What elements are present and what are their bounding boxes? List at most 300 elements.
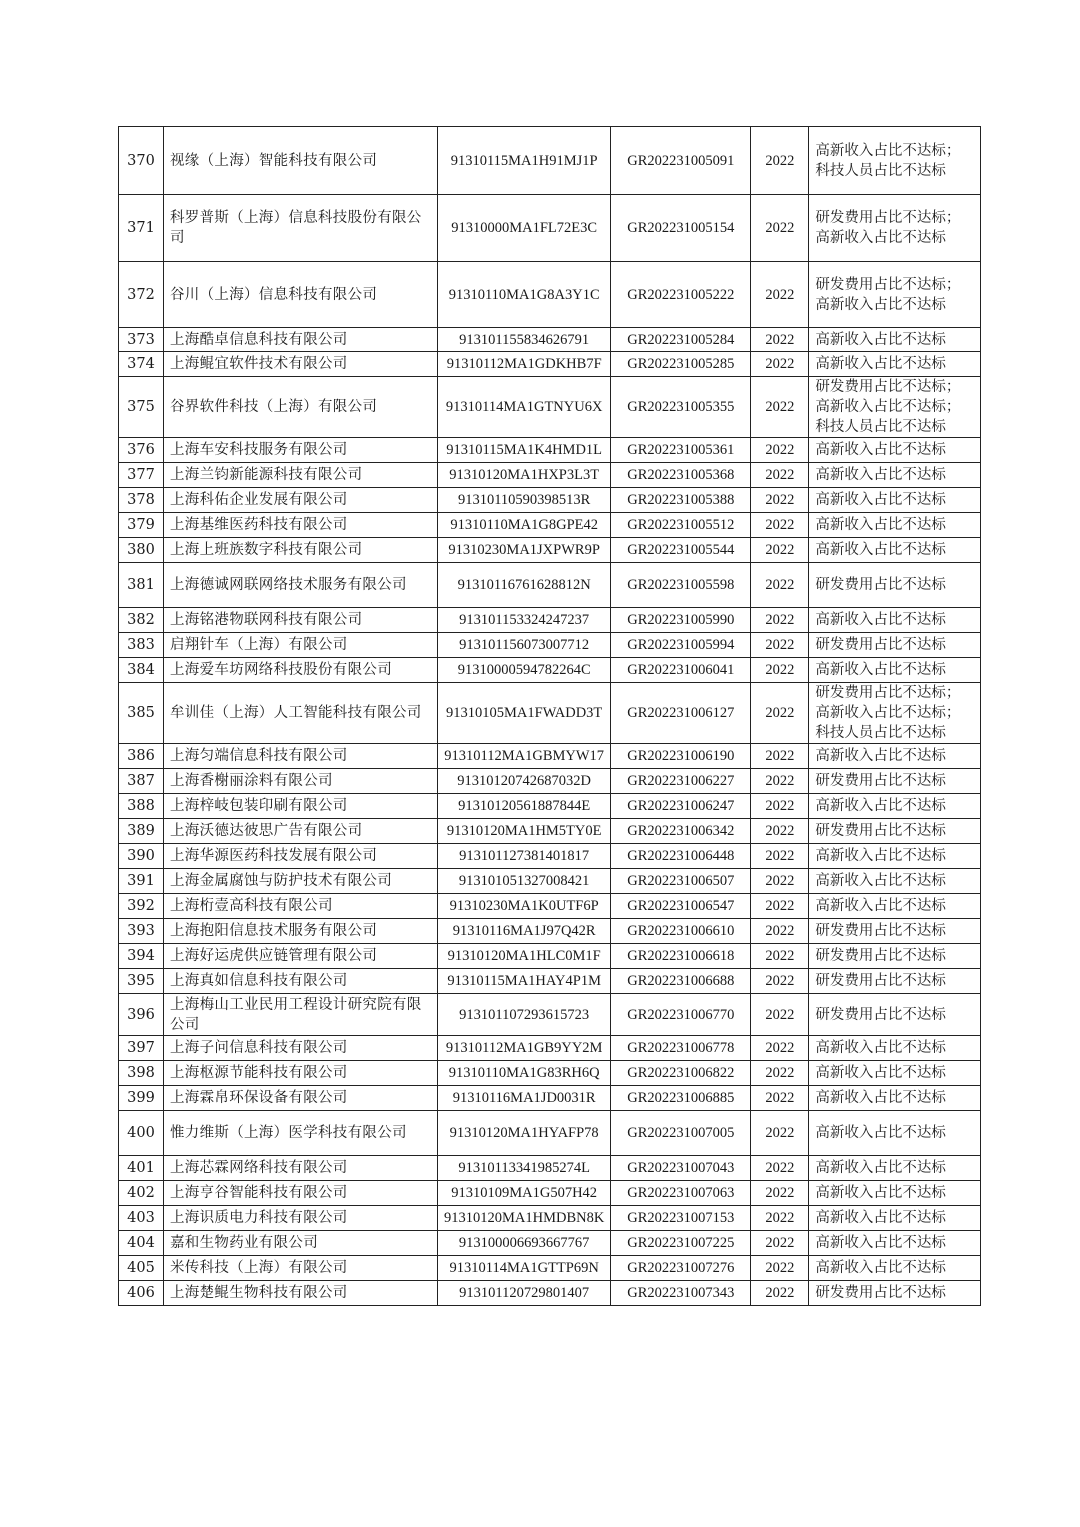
reason-cell [809,438,981,463]
credit-code: 91310115MA1K4HMD1L [438,438,611,463]
credit-code: 91310116MA1JD0031R [438,1086,611,1111]
certificate-no: GR202231006778 [611,1036,751,1061]
table-row [119,658,981,683]
reason-cell [809,1206,981,1231]
company-name: 谷界软件科技（上海）有限公司 [164,377,438,438]
reason-line: 研发费用占比不达标 [815,637,946,653]
year: 2022 [751,1256,809,1281]
reason-cell [809,994,981,1036]
certificate-no: GR202231006041 [611,658,751,683]
certificate-no: GR202231005544 [611,538,751,563]
table-row [119,844,981,869]
table-row [119,994,981,1036]
year: 2022 [751,944,809,969]
year: 2022 [751,463,809,488]
reason-cell [809,969,981,994]
year: 2022 [751,1231,809,1256]
credit-code: 91310120742687032D [438,769,611,794]
row-number: 395 [119,969,164,994]
credit-code: 91310000MA1FL72E3C [438,195,611,262]
reason-cell [809,195,981,262]
certificate-no: GR202231007153 [611,1206,751,1231]
table-row [119,1231,981,1256]
enterprise-table [118,126,981,1306]
company-name: 上海爱车坊网络科技股份有限公司 [164,658,438,683]
table-row [119,563,981,608]
certificate-no: GR202231006507 [611,869,751,894]
row-number: 404 [119,1231,164,1256]
reason-cell [809,1111,981,1156]
row-number: 377 [119,463,164,488]
reason-cell [809,869,981,894]
table-row [119,262,981,328]
company-name: 上海鲲宜软件技术有限公司 [164,352,438,377]
table-row [119,683,981,744]
reason-line: 研发费用占比不达标； [815,276,961,293]
reason-cell [809,127,981,195]
year: 2022 [751,1181,809,1206]
certificate-no: GR202231005598 [611,563,751,608]
row-number: 370 [119,127,164,195]
reason-line: 研发费用占比不达标； [815,210,961,226]
row-number: 399 [119,1086,164,1111]
reason-line: 高新收入占比不达标 [815,898,946,914]
row-number: 376 [119,438,164,463]
credit-code: 91310112MA1GBMYW17 [438,744,611,769]
certificate-no: GR202231005512 [611,513,751,538]
reason-line: 高新收入占比不达标 [815,1160,946,1176]
year: 2022 [751,683,809,744]
table-row [119,1156,981,1181]
reason-line: 高新收入占比不达标 [815,873,946,889]
credit-code: 91310120MA1HM5TY0E [438,819,611,844]
company-name: 米传科技（上海）有限公司 [164,1256,438,1281]
reason-line: 研发费用占比不达标 [815,948,946,964]
row-number: 372 [119,262,164,328]
year: 2022 [751,633,809,658]
credit-code: 91310113341985274L [438,1156,611,1181]
year: 2022 [751,127,809,195]
reason-cell [809,488,981,513]
reason-line: 高新收入占比不达标 [815,230,946,246]
row-number: 402 [119,1181,164,1206]
reason-line: 科技人员占比不达标 [815,162,946,179]
company-name: 谷川（上海）信息科技有限公司 [164,262,438,328]
credit-code: 91310110MA1G8A3Y1C [438,262,611,328]
year: 2022 [751,1111,809,1156]
table-row [119,1086,981,1111]
table-row [119,819,981,844]
table-row [119,944,981,969]
reason-cell [809,328,981,352]
credit-code: 913101107293615723 [438,994,611,1036]
company-name: 上海抱阳信息技术服务有限公司 [164,919,438,944]
certificate-no: GR202231007043 [611,1156,751,1181]
credit-code: 913101120729801407 [438,1281,611,1306]
reason-line: 高新收入占比不达标 [815,331,946,348]
year: 2022 [751,994,809,1036]
company-name: 科罗普斯（上海）信息科技股份有限公司 [164,195,438,262]
company-name: 上海枢源节能科技有限公司 [164,1061,438,1086]
certificate-no: GR202231006448 [611,844,751,869]
certificate-no: GR202231006688 [611,969,751,994]
credit-code: 91310120MA1HXP3L3T [438,463,611,488]
certificate-no: GR202231005368 [611,463,751,488]
certificate-no: GR202231007005 [611,1111,751,1156]
row-number: 374 [119,352,164,377]
certificate-no: GR202231007276 [611,1256,751,1281]
reason-cell [809,262,981,328]
reason-line: 高新收入占比不达标 [815,492,946,508]
table-row [119,1281,981,1306]
row-number: 396 [119,994,164,1036]
reason-line: 高新收入占比不达标 [815,612,946,628]
certificate-no: GR202231005285 [611,352,751,377]
company-name: 启翔针车（上海）有限公司 [164,633,438,658]
reason-cell [809,633,981,658]
company-name: 上海沃德达彼思广告有限公司 [164,819,438,844]
company-name: 上海楚鲲生物科技有限公司 [164,1281,438,1306]
table-row [119,608,981,633]
credit-code: 913101153324247237 [438,608,611,633]
company-name: 上海德诚网联网络技术服务有限公司 [164,563,438,608]
reason-cell [809,513,981,538]
reason-line: 研发费用占比不达标 [815,973,946,989]
table-row [119,195,981,262]
reason-line: 高新收入占比不达标 [815,1125,946,1141]
year: 2022 [751,794,809,819]
reason-line: 科技人员占比不达标 [815,419,946,435]
company-name: 上海霖帛环保设备有限公司 [164,1086,438,1111]
row-number: 397 [119,1036,164,1061]
company-name: 上海上班族数字科技有限公司 [164,538,438,563]
row-number: 378 [119,488,164,513]
credit-code: 91310105MA1FWADD3T [438,683,611,744]
reason-cell [809,463,981,488]
year: 2022 [751,488,809,513]
company-name: 上海华源医药科技发展有限公司 [164,844,438,869]
table-row [119,328,981,352]
row-number: 381 [119,563,164,608]
year: 2022 [751,1156,809,1181]
reason-cell [809,744,981,769]
certificate-no: GR202231006822 [611,1061,751,1086]
reason-cell [809,819,981,844]
certificate-no: GR202231005284 [611,328,751,352]
year: 2022 [751,513,809,538]
credit-code: 91310110MA1G83RH6Q [438,1061,611,1086]
reason-cell [809,658,981,683]
table-row [119,894,981,919]
reason-line: 研发费用占比不达标； [815,379,961,395]
credit-code: 91310114MA1GTNYU6X [438,377,611,438]
row-number: 393 [119,919,164,944]
reason-line: 高新收入占比不达标 [815,1260,946,1276]
reason-line: 研发费用占比不达标 [815,1285,946,1301]
reason-cell [809,944,981,969]
table-row [119,538,981,563]
year: 2022 [751,608,809,633]
row-number: 406 [119,1281,164,1306]
company-name: 上海兰钧新能源科技有限公司 [164,463,438,488]
table-row [119,969,981,994]
table-row [119,1111,981,1156]
year: 2022 [751,894,809,919]
company-name: 上海梓岐包装印刷有限公司 [164,794,438,819]
row-number: 398 [119,1061,164,1086]
reason-cell [809,1061,981,1086]
company-name: 上海金属腐蚀与防护技术有限公司 [164,869,438,894]
certificate-no: GR202231005154 [611,195,751,262]
table-row [119,633,981,658]
company-name: 上海亨谷智能科技有限公司 [164,1181,438,1206]
company-name: 上海酷卓信息科技有限公司 [164,328,438,352]
table-row [119,1181,981,1206]
credit-code: 913101127381401817 [438,844,611,869]
row-number: 388 [119,794,164,819]
certificate-no: GR202231005355 [611,377,751,438]
year: 2022 [751,769,809,794]
table-row [119,127,981,195]
certificate-no: GR202231006190 [611,744,751,769]
year: 2022 [751,563,809,608]
row-number: 386 [119,744,164,769]
row-number: 382 [119,608,164,633]
certificate-no: GR202231006547 [611,894,751,919]
certificate-no: GR202231007343 [611,1281,751,1306]
table-row [119,744,981,769]
reason-line: 高新收入占比不达标 [815,662,946,678]
certificate-no: GR202231006885 [611,1086,751,1111]
reason-cell [809,1036,981,1061]
reason-cell [809,1256,981,1281]
credit-code: 91310120561887844E [438,794,611,819]
year: 2022 [751,1281,809,1306]
credit-code: 91310110590398513R [438,488,611,513]
row-number: 385 [119,683,164,744]
table-row [119,463,981,488]
certificate-no: GR202231006342 [611,819,751,844]
company-name: 上海香榭丽涂料有限公司 [164,769,438,794]
reason-line: 高新收入占比不达标 [815,848,946,864]
reason-line: 高新收入占比不达标 [815,1065,946,1081]
year: 2022 [751,819,809,844]
year: 2022 [751,658,809,683]
reason-cell [809,894,981,919]
row-number: 373 [119,328,164,352]
reason-line: 高新收入占比不达标 [815,798,946,814]
company-name: 上海桁壹高科技有限公司 [164,894,438,919]
row-number: 375 [119,377,164,438]
reason-line: 高新收入占比不达标 [815,1235,946,1251]
company-name: 上海子问信息科技有限公司 [164,1036,438,1061]
credit-code: 913101051327008421 [438,869,611,894]
company-name: 上海好运虎供应链管理有限公司 [164,944,438,969]
credit-code: 91310230MA1JXPWR9P [438,538,611,563]
reason-line: 研发费用占比不达标 [815,923,946,939]
table-row [119,1256,981,1281]
certificate-no: GR202231005388 [611,488,751,513]
table-row [119,352,981,377]
reason-line: 研发费用占比不达标 [815,577,946,593]
credit-code: 913101156073007712 [438,633,611,658]
row-number: 389 [119,819,164,844]
reason-line: 高新收入占比不达标； [815,142,961,159]
credit-code: 91310116761628812N [438,563,611,608]
credit-code: 91310110MA1G8GPE42 [438,513,611,538]
year: 2022 [751,352,809,377]
year: 2022 [751,328,809,352]
reason-line: 研发费用占比不达标； [815,685,961,701]
company-name: 上海科佑企业发展有限公司 [164,488,438,513]
row-number: 380 [119,538,164,563]
table-row [119,794,981,819]
reason-line: 研发费用占比不达标 [815,1006,946,1023]
table-row [119,377,981,438]
reason-cell [809,377,981,438]
credit-code: 91310115MA1HAY4P1M [438,969,611,994]
row-number: 384 [119,658,164,683]
company-name: 上海芯霖网络科技有限公司 [164,1156,438,1181]
row-number: 400 [119,1111,164,1156]
credit-code: 913101155834626791 [438,328,611,352]
credit-code: 91310112MA1GB9YY2M [438,1036,611,1061]
company-name: 嘉和生物药业有限公司 [164,1231,438,1256]
reason-cell [809,563,981,608]
company-name: 上海车安科技服务有限公司 [164,438,438,463]
certificate-no: GR202231005222 [611,262,751,328]
row-number: 405 [119,1256,164,1281]
year: 2022 [751,1086,809,1111]
row-number: 383 [119,633,164,658]
reason-cell [809,1231,981,1256]
table-row [119,1036,981,1061]
reason-line: 高新收入占比不达标 [815,296,946,313]
certificate-no: GR202231007063 [611,1181,751,1206]
reason-line: 研发费用占比不达标 [815,823,946,839]
row-number: 379 [119,513,164,538]
year: 2022 [751,1206,809,1231]
reason-line: 高新收入占比不达标 [815,542,946,558]
certificate-no: GR202231005091 [611,127,751,195]
row-number: 403 [119,1206,164,1231]
year: 2022 [751,262,809,328]
certificate-no: GR202231006770 [611,994,751,1036]
reason-cell [809,538,981,563]
reason-cell [809,1281,981,1306]
company-name: 上海基维医药科技有限公司 [164,513,438,538]
credit-code: 91310112MA1GDKHB7F [438,352,611,377]
reason-cell [809,919,981,944]
company-name: 上海匀端信息科技有限公司 [164,744,438,769]
credit-code: 91310120MA1HLC0M1F [438,944,611,969]
reason-cell [809,1181,981,1206]
year: 2022 [751,869,809,894]
row-number: 371 [119,195,164,262]
year: 2022 [751,538,809,563]
credit-code: 91310109MA1G507H42 [438,1181,611,1206]
credit-code: 91310120MA1HYAFP78 [438,1111,611,1156]
credit-code: 91310000594782264C [438,658,611,683]
credit-code: 91310230MA1K0UTF6P [438,894,611,919]
certificate-no: GR202231006618 [611,944,751,969]
company-name: 牟训佳（上海）人工智能科技有限公司 [164,683,438,744]
year: 2022 [751,744,809,769]
reason-line: 高新收入占比不达标 [815,1185,946,1201]
row-number: 387 [119,769,164,794]
year: 2022 [751,919,809,944]
year: 2022 [751,844,809,869]
reason-cell [809,1156,981,1181]
enterprise-table-body [119,127,981,1306]
reason-cell [809,608,981,633]
row-number: 391 [119,869,164,894]
row-number: 394 [119,944,164,969]
certificate-no: GR202231006127 [611,683,751,744]
company-name: 视缘（上海）智能科技有限公司 [164,127,438,195]
reason-cell [809,683,981,744]
year: 2022 [751,1036,809,1061]
year: 2022 [751,195,809,262]
reason-line: 高新收入占比不达标 [815,356,946,372]
certificate-no: GR202231005361 [611,438,751,463]
certificate-no: GR202231006610 [611,919,751,944]
credit-code: 91310116MA1J97Q42R [438,919,611,944]
row-number: 392 [119,894,164,919]
reason-line: 高新收入占比不达标 [815,517,946,533]
year: 2022 [751,969,809,994]
reason-cell [809,794,981,819]
credit-code: 913100006693667767 [438,1231,611,1256]
company-name: 上海梅山工业民用工程设计研究院有限公司 [164,994,438,1036]
credit-code: 91310114MA1GTTP69N [438,1256,611,1281]
credit-code: 91310115MA1H91MJ1P [438,127,611,195]
table-row [119,438,981,463]
certificate-no: GR202231006227 [611,769,751,794]
certificate-no: GR202231006247 [611,794,751,819]
row-number: 401 [119,1156,164,1181]
reason-line: 高新收入占比不达标 [815,467,946,483]
certificate-no: GR202231005990 [611,608,751,633]
table-row [119,488,981,513]
company-name: 惟力维斯（上海）医学科技有限公司 [164,1111,438,1156]
table-row [119,869,981,894]
reason-line: 高新收入占比不达标； [815,705,961,721]
year: 2022 [751,438,809,463]
reason-cell [809,352,981,377]
row-number: 390 [119,844,164,869]
table-row [119,513,981,538]
reason-line: 科技人员占比不达标 [815,725,946,741]
certificate-no: GR202231007225 [611,1231,751,1256]
reason-line: 高新收入占比不达标 [815,748,946,764]
reason-line: 研发费用占比不达标 [815,773,946,789]
table-row [119,919,981,944]
reason-cell [809,1086,981,1111]
company-name: 上海识质电力科技有限公司 [164,1206,438,1231]
reason-cell [809,844,981,869]
table-row [119,769,981,794]
reason-line: 高新收入占比不达标； [815,399,961,415]
year: 2022 [751,1061,809,1086]
credit-code: 91310120MA1HMDBN8K [438,1206,611,1231]
table-row [119,1206,981,1231]
reason-line: 高新收入占比不达标 [815,1040,946,1056]
reason-line: 高新收入占比不达标 [815,1210,946,1226]
company-name: 上海真如信息科技有限公司 [164,969,438,994]
company-name: 上海铭港物联网科技有限公司 [164,608,438,633]
table-row [119,1061,981,1086]
